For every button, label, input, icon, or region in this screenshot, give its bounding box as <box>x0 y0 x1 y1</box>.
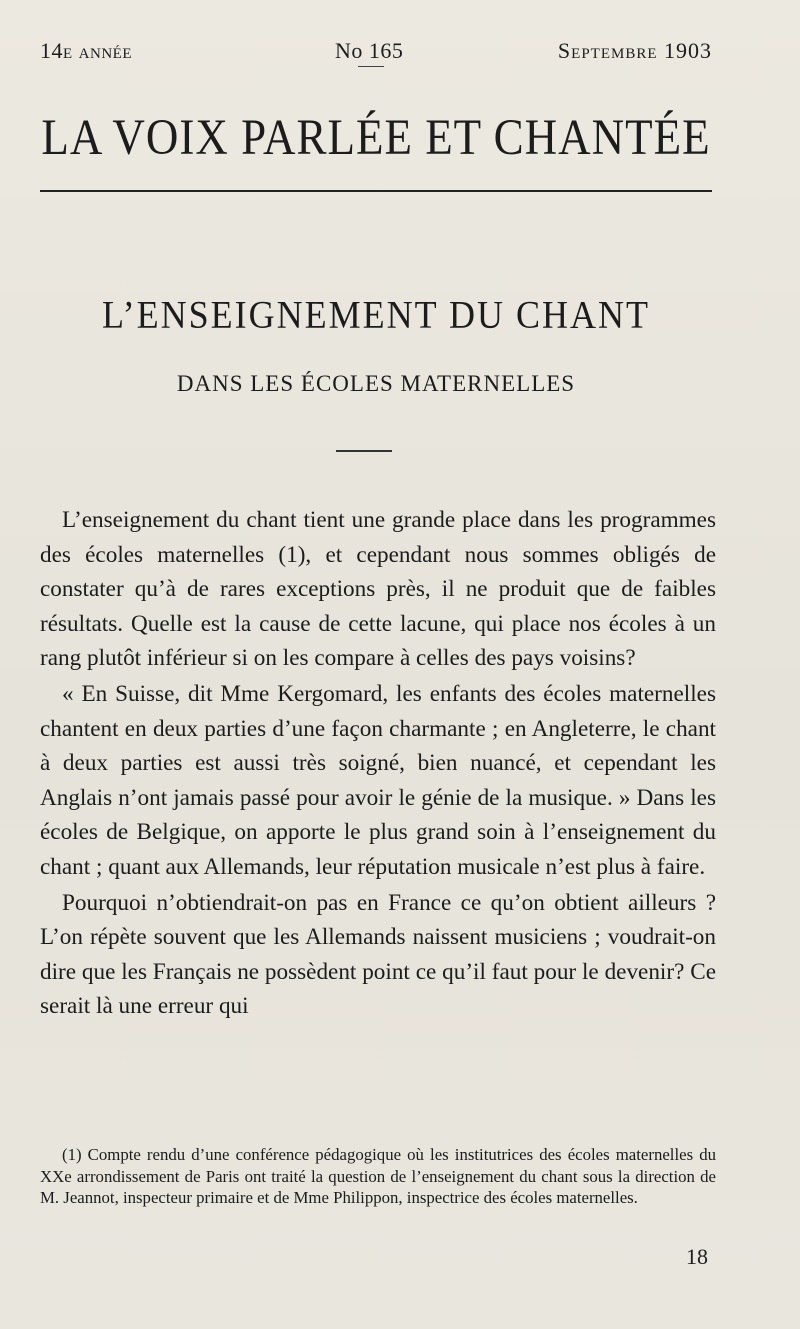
article-body <box>40 503 716 1024</box>
article-title: L’ENSEIGNEMENT DU CHANT <box>102 293 650 337</box>
title-rule <box>40 190 712 192</box>
page-number: 18 <box>686 1244 708 1269</box>
footnote <box>40 1144 716 1209</box>
journal-title: LA VOIX PARLÉE ET CHANTÉE <box>41 109 711 166</box>
section-divider <box>336 450 392 452</box>
footnote-text: (1) Compte rendu d’une conférence pédagogique où les institutrices des écoles maternelles du XXe arrondissement de Paris ont traité la question de l’enseignement du chant sous la direction de M. Jeannot, inspecteur primaire et de Mme Philippon, inspectrice des écoles maternelles. <box>40 1145 716 1208</box>
issue-date: Septembre 1903 <box>557 38 712 63</box>
paragraph: Pourquoi n’obtiendrait-on pas en France ce qu’on obtient ailleurs ? L’on répète souvent que les Allemands naissent musiciens ; voudrait-on dire que les Français ne possèdent point ce qu’il faut pour le devenir? Ce serait là une erreur qui <box>40 889 716 1020</box>
issue-number-underline <box>358 66 384 67</box>
paragraph: L’enseignement du chant tient une grande place dans les programmes des écoles maternelles (1), et cependant nous sommes obligés de constater qu’à de rares exceptions près, il ne produit que de faibles résultats. Quelle est la cause de cette lacune, qui place nos écoles à un rang plutôt inférieur si on les compare à celles des pays voisins? <box>40 507 716 672</box>
article-subtitle: DANS LES ÉCOLES MATERNELLES <box>176 371 576 396</box>
running-header <box>40 38 712 66</box>
issue-number: No 165 <box>335 38 404 63</box>
year-label: 14e année <box>40 38 132 63</box>
paragraph: « En Suisse, dit Mme Kergomard, les enfants des écoles maternelles chantent en deux parties d’une façon charmante ; en Angleterre, le chant à deux parties est aussi très soigné, bien nuancé, et cependant les Anglais n’ont jamais passé pour avoir le génie de la musique. » Dans les écoles de Belgique, on apporte le plus grand soin à l’enseignement du chant ; quant aux Allemands, leur réputation musicale n’est plus à faire. <box>40 680 716 880</box>
